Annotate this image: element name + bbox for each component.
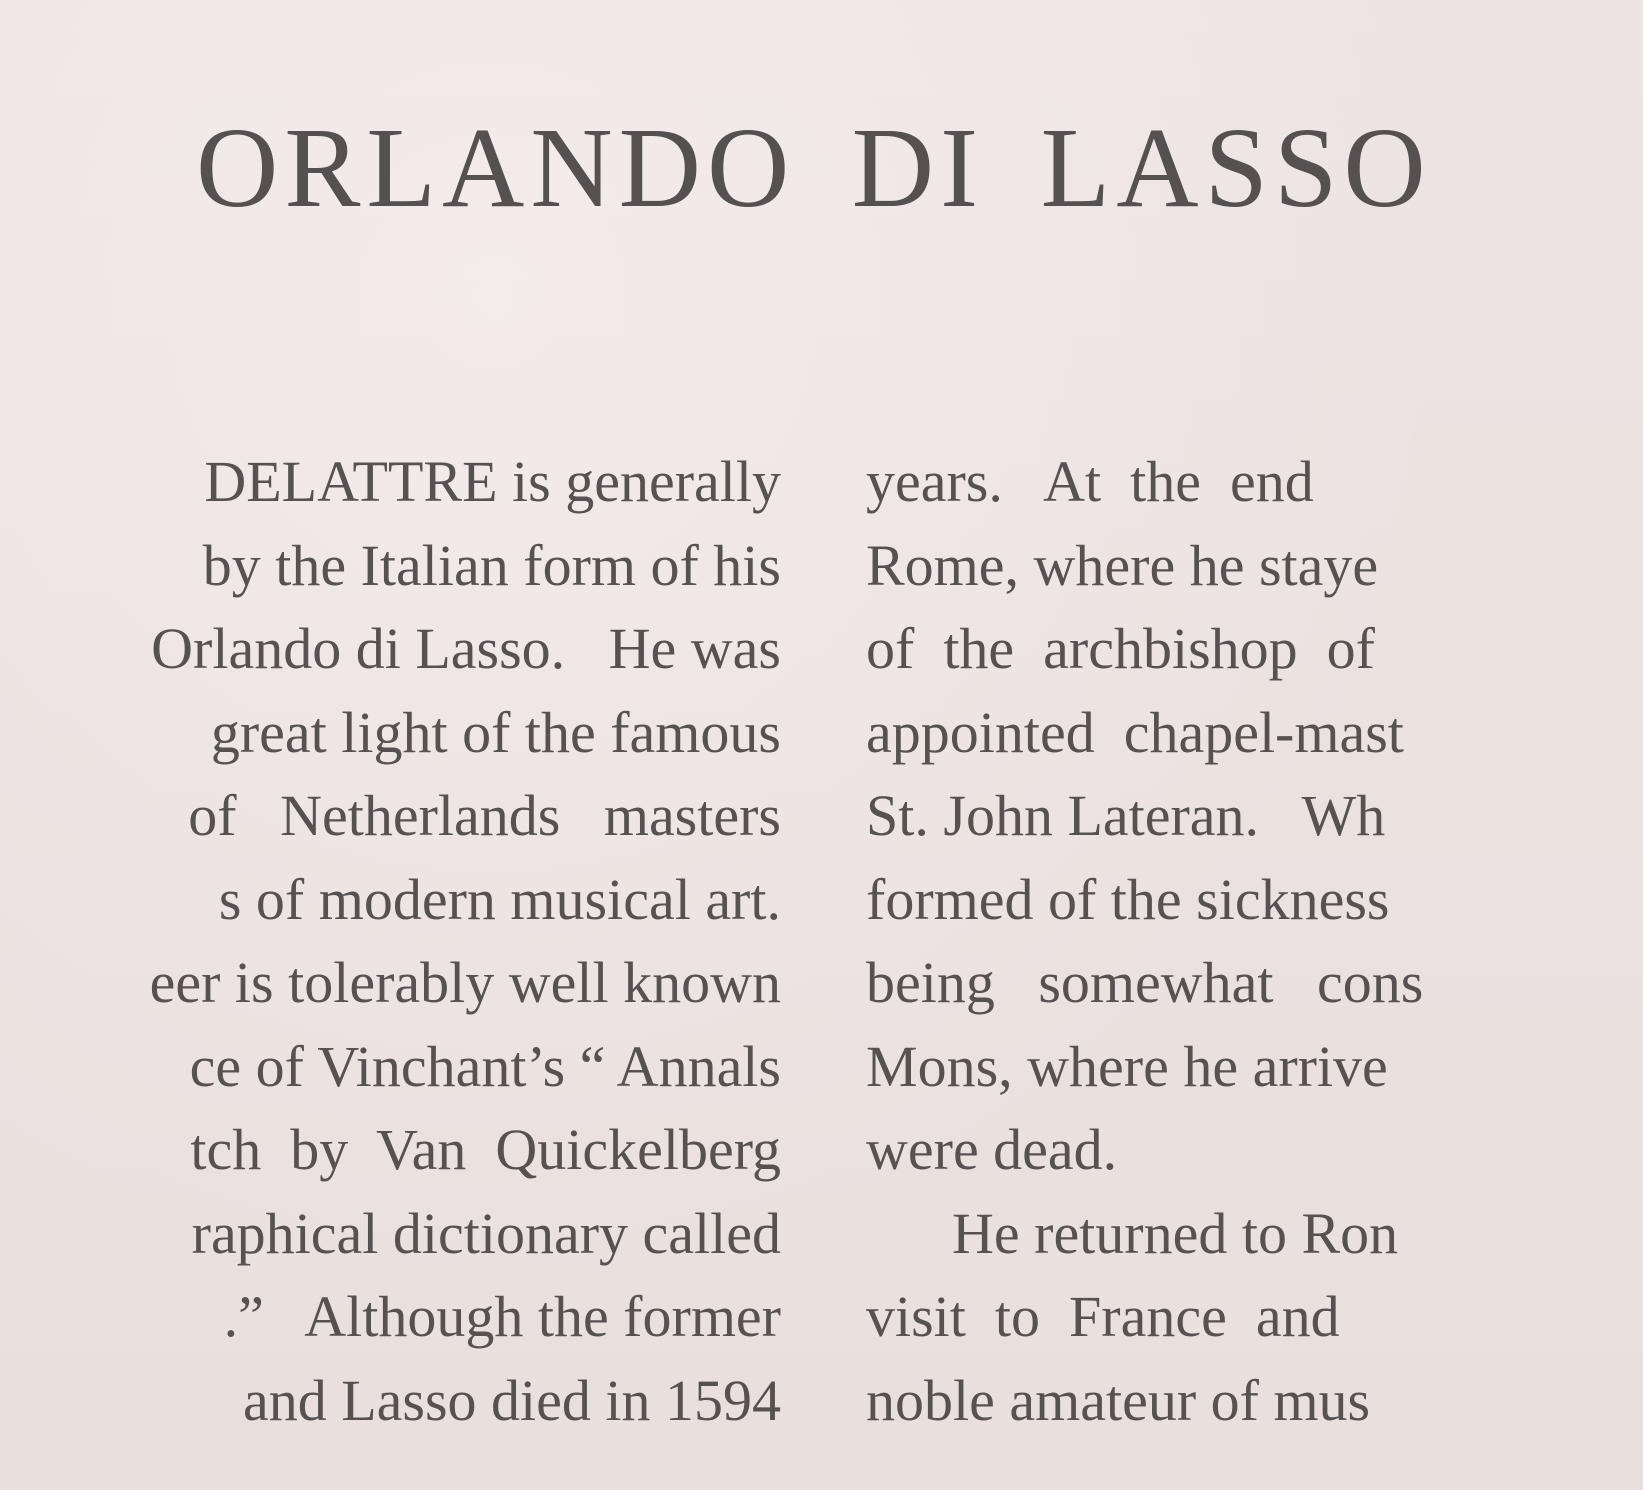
right-text-column — [866, 440, 1643, 1442]
paragraph-start-line: He returned to Ron — [952, 1200, 1399, 1266]
text-line: were dead. — [866, 1117, 1118, 1182]
text-line: ce of Vinchant’s “ Annals — [189, 1033, 781, 1099]
text-line: s of modern musical art. — [218, 866, 781, 932]
text-line: noble amateur of mus — [866, 1367, 1371, 1433]
text-line: formed of the sickness — [866, 866, 1390, 932]
text-line: great light of the famous — [210, 699, 781, 765]
text-line: and Lasso died in 1594 — [242, 1367, 781, 1433]
text-line: of Netherlands masters — [188, 783, 781, 848]
text-line: by the Italian form of his — [202, 532, 781, 598]
left-text-column — [0, 440, 781, 1442]
text-line: of the archbishop of — [866, 616, 1375, 681]
text-line: tch by Van Quickelberg — [190, 1117, 781, 1182]
text-line: eer is tolerably well known — [149, 950, 781, 1015]
text-line: raphical dictionary called — [191, 1200, 781, 1266]
text-line: being somewhat cons — [866, 950, 1424, 1015]
text-line: Orlando di Lasso. He was — [151, 616, 781, 681]
text-line: years. At the end — [866, 449, 1314, 514]
text-line: appointed chapel-mast — [866, 699, 1404, 765]
text-line: St. John Lateran. Wh — [866, 783, 1386, 848]
text-line: visit to France and — [866, 1284, 1340, 1349]
page-title: ORLANDO DI LASSO — [196, 104, 1432, 231]
text-line: .” Although the former — [223, 1284, 781, 1349]
text-line: Mons, where he arrive — [866, 1033, 1388, 1099]
text-line: DELATTRE is generally — [204, 449, 781, 514]
text-line: Rome, where he staye — [866, 532, 1379, 598]
